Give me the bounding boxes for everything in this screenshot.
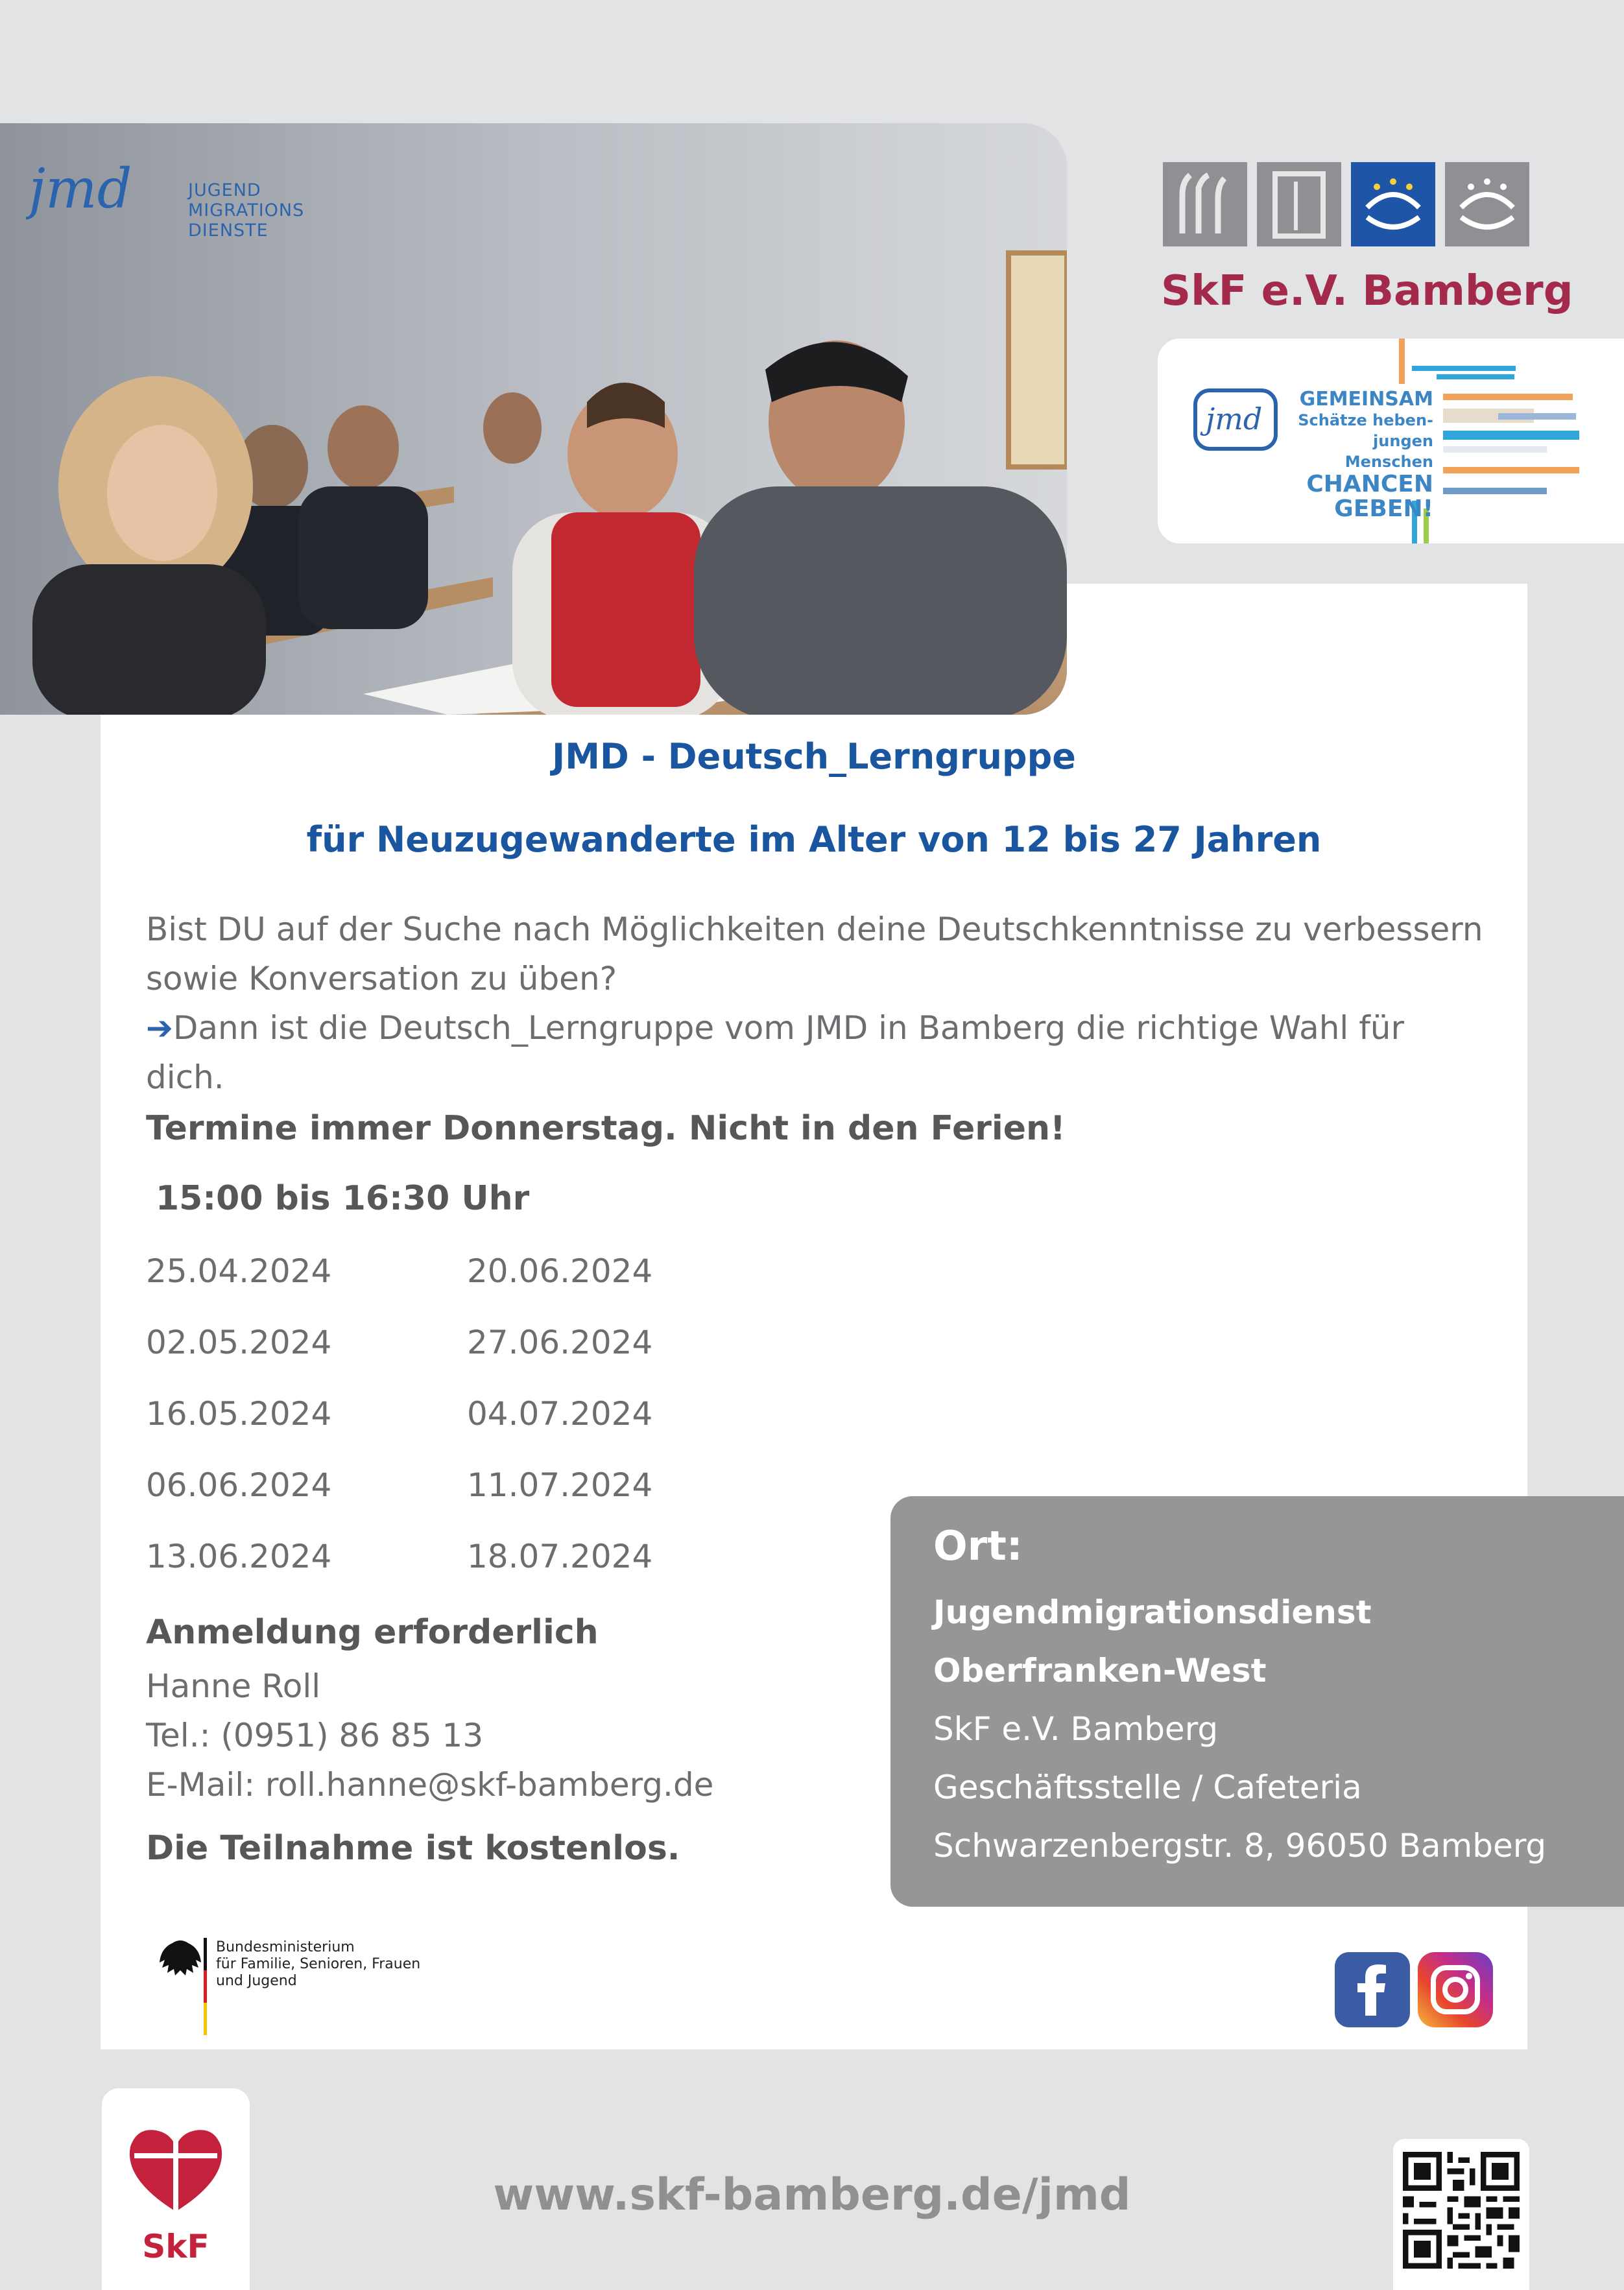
- intro-text: [146, 905, 1495, 1102]
- registration-heading: Anmeldung erforderlich: [146, 1613, 599, 1652]
- location-line-2: Oberfranken-West: [933, 1652, 1267, 1689]
- date-item: 27.06.2024: [467, 1324, 653, 1361]
- jmd-logo-line-3: DIENSTE: [188, 221, 269, 241]
- date-item: 13.06.2024: [146, 1538, 332, 1575]
- date-item: 18.07.2024: [467, 1538, 653, 1575]
- dates-column-left: [146, 1246, 331, 1603]
- jmd-logo-icon: [26, 149, 156, 240]
- instagram-icon[interactable]: [1418, 1952, 1493, 2027]
- location-line-5: Schwarzenbergstr. 8, 96050 Bamberg: [933, 1827, 1547, 1865]
- page-subtitle: für Neuzugewanderte im Alter von 12 bis 27 Jahren: [306, 819, 1322, 860]
- facebook-icon[interactable]: [1335, 1952, 1410, 2027]
- date-item: 06.06.2024: [146, 1466, 332, 1504]
- schedule-note: Termine immer Donnerstag. Nicht in den Ferien!: [146, 1109, 1066, 1148]
- campaign-logo: [1158, 339, 1624, 543]
- qr-code-icon[interactable]: [1393, 2139, 1529, 2290]
- intro-line-2: sowie Konversation zu üben?: [146, 960, 617, 997]
- campaign-line-4: CHANCEN: [1306, 471, 1433, 497]
- intro-line-1: Bist DU auf der Suche nach Möglichkeiten deine Deutschkenntnisse zu verbessern: [146, 911, 1483, 948]
- free-note: Die Teilnahme ist kostenlos.: [146, 1829, 680, 1868]
- intro-line-3-text: Dann ist die Deutsch_Lerngruppe vom JMD in Bamberg die richtige Wahl für: [173, 1009, 1405, 1047]
- intro-line-3: [146, 1003, 1495, 1053]
- intro-line-4: dich.: [146, 1058, 224, 1096]
- contact-name: Hanne Roll: [146, 1667, 321, 1705]
- campaign-line-2: Schätze heben-: [1298, 411, 1433, 429]
- organization-name: SkF e.V. Bamberg: [1161, 267, 1573, 315]
- jmd-logo-text: [188, 180, 304, 241]
- facebook-glyph: [1335, 1952, 1410, 2027]
- campaign-jmd-mark: jmd: [1206, 401, 1263, 436]
- location-line-4: Geschäftsstelle / Cafeteria: [933, 1769, 1362, 1806]
- dates-column-right: [467, 1246, 652, 1603]
- campaign-line-5: GEBEN!: [1334, 495, 1433, 522]
- ministry-line-1: Bundesministerium: [216, 1939, 355, 1955]
- location-label: Ort:: [933, 1522, 1023, 1569]
- eu-exchange-icon: [1351, 162, 1435, 246]
- partner-icons: [1163, 162, 1529, 250]
- date-item: 25.04.2024: [146, 1252, 332, 1290]
- door-icon: [1257, 162, 1341, 246]
- website-url[interactable]: www.skf-bamberg.de/jmd: [493, 2169, 1131, 2221]
- federal-eagle-icon: [154, 1938, 214, 2035]
- campaign-line-3: jungen Menschen: [1344, 432, 1433, 471]
- date-item: 04.07.2024: [467, 1395, 653, 1433]
- classroom-photo: [0, 123, 1067, 715]
- jmd-logo-mark: jmd: [29, 157, 132, 221]
- instagram-glyph: [1418, 1952, 1493, 2027]
- date-item: 20.06.2024: [467, 1252, 653, 1290]
- location-box: [890, 1496, 1624, 1907]
- arrow-icon: ➔: [146, 1009, 173, 1047]
- exchange-icon: [1445, 162, 1529, 246]
- jmd-logo-line-1: JUGEND: [188, 180, 261, 200]
- jmd-logo-line-2: MIGRATIONS: [188, 200, 305, 221]
- registration-contact: [146, 1662, 713, 1809]
- figures-icon: [1163, 162, 1247, 246]
- date-item: 16.05.2024: [146, 1395, 332, 1433]
- campaign-text: [1291, 389, 1433, 521]
- schedule-time: 15:00 bis 16:30 Uhr: [156, 1179, 530, 1218]
- page-title: JMD - Deutsch_Lerngruppe: [552, 736, 1076, 777]
- ministry-line-3: und Jugend: [216, 1973, 297, 1989]
- location-line-3: SkF e.V. Bamberg: [933, 1710, 1219, 1748]
- date-item: 11.07.2024: [467, 1466, 653, 1504]
- contact-email: E-Mail: roll.hanne@skf-bamberg.de: [146, 1766, 714, 1804]
- campaign-line-1: GEMEINSAM: [1299, 388, 1433, 411]
- contact-phone: Tel.: (0951) 86 85 13: [146, 1717, 484, 1754]
- qr-code-pattern: [1403, 2152, 1520, 2269]
- location-line-1: Jugendmigrationsdienst: [933, 1593, 1372, 1631]
- ministry-line-2: für Familie, Senioren, Frauen: [216, 1956, 421, 1972]
- skf-logo-text: SkF: [142, 2228, 209, 2265]
- photo-illustration: [0, 123, 1067, 715]
- date-item: 02.05.2024: [146, 1324, 332, 1361]
- ministry-text: [216, 1939, 420, 1990]
